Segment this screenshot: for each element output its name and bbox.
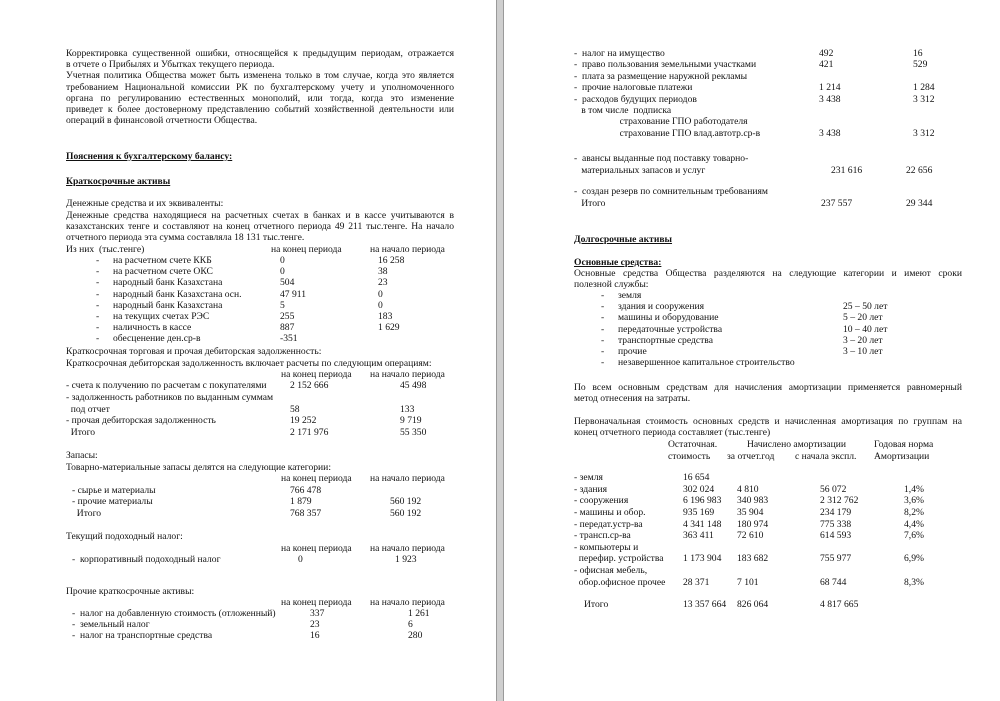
other-row-label: - земельный налог — [72, 619, 150, 631]
cost-header-rate: Амортизации — [874, 451, 930, 462]
inventory-row-start: 560 192 — [390, 496, 422, 508]
other-row-end: 1 214 — [819, 82, 841, 94]
other-row-label: - плата за размещение наружной рекламы — [574, 70, 748, 82]
advances-end: 231 616 — [831, 165, 863, 176]
fixed-row-dash: - — [601, 312, 605, 324]
tax-row-label: - корпоративный подоходный налог — [72, 554, 221, 565]
reserve-start: 29 344 — [906, 198, 933, 209]
fixed-text-line: Основные средства Общества разделяются на следующие категории и имеют сроки — [574, 268, 962, 279]
advances-start: 22 656 — [906, 165, 933, 176]
fixed-row-dash: - — [601, 357, 605, 369]
cost-total-label: Итого — [584, 599, 609, 610]
other-row-label: - право пользования земельными участками — [574, 59, 757, 71]
inventory-row-start: 560 192 — [390, 507, 422, 519]
intro-line: Корректировка существенной ошибки, относящейся к предыдущим периодам, отражается — [66, 48, 454, 59]
receivables-row-label: Итого — [66, 427, 96, 438]
cost-row-total: 68 744 — [820, 577, 847, 588]
cash-text-line: казахстанских тенге и составляют на конец отчетного периода 49 211 тыс.тенге. На начало — [66, 221, 454, 233]
cost-row-rate: 7,6% — [904, 530, 924, 541]
cash-row-label: на текущих счетах РЭС — [113, 311, 210, 322]
cash-row-start: 0 — [378, 288, 383, 300]
fixed-row-dash: - — [601, 323, 605, 335]
other-row-start: 3 312 — [913, 93, 935, 105]
other-row-end: 16 — [310, 630, 320, 642]
reserve-label: - создан резерв по сомнительным требованиям — [574, 186, 768, 197]
cash-row-end: 5 — [280, 299, 285, 311]
receivables-row-end: 19 252 — [290, 415, 317, 426]
other-row-start: 1 261 — [408, 608, 430, 619]
other-row-label: - расходов будущих периодов — [574, 93, 697, 105]
cost-text-line: конец отчетного периода составляет (тыс.тенге) — [574, 427, 771, 439]
cash-row-end: -351 — [280, 333, 298, 345]
other-row-start: 280 — [408, 630, 423, 642]
other-header-start: на начало периода — [370, 597, 445, 608]
cash-row-end: 47 911 — [280, 288, 307, 300]
cost-header-accrued-total: с начала экспл. — [795, 451, 857, 462]
cash-row-dash: - — [96, 322, 100, 334]
other-row-label: - налог на имущество — [574, 48, 665, 59]
cash-row-dash: - — [96, 288, 100, 300]
cost-row-label: - передат.устр-ва — [574, 519, 643, 530]
cost-row-residual: 6 196 983 — [683, 495, 722, 506]
receivables-row-label: - прочая дебиторская задолженность — [66, 415, 216, 426]
cost-row-label: - офисная мебель, — [574, 565, 648, 576]
other-row-end: 421 — [819, 59, 834, 71]
cost-row-period: 72 610 — [737, 530, 764, 541]
cost-header-residual: Остаточная. — [668, 439, 718, 450]
inventory-row-label: - сырье и материалы — [72, 485, 156, 496]
cost-header-rate: Годовая норма — [874, 439, 934, 450]
intro-line: приведет к более достоверному представлению событий хозяйственной деятельности или — [66, 104, 454, 115]
cost-row-total: 775 338 — [820, 519, 852, 530]
cost-row-residual: 16 654 — [683, 472, 710, 483]
cash-row-label: обесценение ден.ср-в — [113, 333, 201, 345]
other-row-start: 6 — [408, 619, 413, 631]
cash-row-dash: - — [96, 277, 100, 289]
fixed-row-term: 10 – 40 лет — [843, 323, 888, 335]
inventory-title: Запасы: — [66, 450, 98, 461]
fixed-row-term: 3 – 20 лет — [843, 334, 883, 346]
cash-row-dash: - — [96, 299, 100, 311]
other-row-start: 16 — [913, 48, 923, 59]
other-row-label: - налог на добавленную стоимость (отложенный) — [72, 608, 276, 619]
tax-title: Текущий подоходный налог: — [66, 531, 183, 542]
receivables-row-start: 55 350 — [400, 427, 427, 438]
receivables-row-label: - счета к получению по расчетам с покупателями — [66, 380, 267, 391]
cash-header-label: Из них (тыс.тенге) — [66, 244, 145, 255]
page-right — [503, 0, 1000, 701]
other-row-label: - налог на транспортные средства — [72, 630, 213, 642]
cost-row-rate: 8,3% — [904, 577, 924, 588]
cash-row-end: 504 — [280, 277, 295, 289]
cash-row-label: народный банк Казахстана — [113, 277, 223, 289]
heading-balance: Пояснения к бухгалтерскому балансу: — [66, 151, 233, 162]
cost-row-residual: 363 411 — [683, 530, 714, 541]
cost-row-period: 340 983 — [737, 495, 769, 506]
receivables-text: Краткосрочная дебиторская задолженность включает расчеты по следующим операциям: — [66, 358, 432, 369]
cash-row-start: 0 — [378, 299, 383, 311]
cash-row-start: 1 629 — [378, 322, 400, 334]
cash-row-label: на расчетном счете ОКС — [113, 266, 213, 278]
cash-row-start: 183 — [378, 311, 393, 322]
fixed-row-term: 5 – 20 лет — [843, 312, 883, 324]
other-row-label: страхование ГПО влад.автотр.ср-в — [574, 127, 761, 139]
cost-header-accrued: Начислено амортизации — [747, 439, 846, 450]
inventory-text: Товарно-материальные запасы делятся на следующие категории: — [66, 462, 331, 473]
heading-long-assets: Долгосрочные активы — [574, 234, 673, 245]
inventory-row-end: 766 478 — [290, 485, 322, 496]
receivables-header-start: на начало периода — [370, 369, 445, 380]
fixed-assets-title: Основные средства: — [574, 257, 662, 268]
cost-row-rate: 4,4% — [904, 519, 924, 530]
intro-line: требованием Национальной комиссии РК по бухгалтерскому учету и уполномоченного — [66, 81, 454, 93]
cost-row-period: 35 904 — [737, 507, 764, 518]
receivables-row-end: 2 152 666 — [290, 380, 329, 391]
receivables-row-end: 58 — [290, 404, 300, 415]
cash-row-end: 0 — [280, 266, 285, 278]
cost-row-label: - сооружения — [574, 495, 629, 506]
advances-label: - авансы выданные под поставку товарно- — [574, 153, 749, 164]
intro-line: в отчете о Прибылях и Убытках текущего периода. — [66, 59, 275, 71]
cash-row-start: 38 — [378, 266, 388, 278]
other-row-label: страхование ГПО работодателя — [574, 116, 748, 128]
cost-row-label: - земля — [574, 472, 603, 483]
other-row-end: 3 438 — [819, 93, 841, 105]
other-row-start: 1 284 — [913, 82, 935, 94]
tax-row-end: 0 — [298, 554, 303, 565]
inventory-header-end: на конец периода — [281, 473, 352, 484]
intro-line: операций в финансовой отчетности Общества. — [66, 115, 258, 127]
cash-header-end: на конец периода — [271, 244, 342, 255]
inventory-row-label: Итого — [72, 507, 102, 519]
receivables-row-label: под отчет — [66, 404, 110, 415]
cost-header-residual: стоимость — [668, 451, 711, 462]
cash-row-end: 887 — [280, 322, 295, 334]
other-header-end: на конец периода — [281, 597, 352, 608]
fixed-row-label: машины и оборудование — [618, 312, 719, 324]
tax-header-end: на конец периода — [281, 543, 352, 554]
other-row-label: в том числе подписка — [574, 105, 672, 116]
other-row-end: 337 — [310, 608, 325, 619]
other-row-label: - прочие налоговые платежи — [574, 82, 693, 94]
inventory-row-end: 1 879 — [290, 496, 312, 508]
other-title: Прочие краткосрочные активы: — [66, 586, 195, 597]
depreciation-text-line: метод отнесения на затраты. — [574, 393, 691, 405]
advances-label: материальных запасов и услуг — [574, 165, 706, 176]
intro-line: органа по регулированию естественных монополий, или тогда, когда это изменение — [66, 92, 454, 104]
fixed-row-dash: - — [601, 346, 605, 357]
receivables-row-label: - задолженность работников по выданным суммам — [66, 392, 274, 403]
cash-row-label: на расчетном счете ККБ — [113, 255, 212, 266]
fixed-row-label: земля — [618, 290, 642, 301]
cash-row-label: народный банк Казахстана осн. — [113, 288, 242, 300]
fixed-row-label: передаточные устройства — [618, 323, 723, 335]
inventory-row-end: 768 357 — [290, 507, 322, 519]
cost-row-total: 2 312 762 — [820, 495, 859, 506]
cash-row-start: 16 258 — [378, 255, 405, 266]
fixed-row-dash: - — [601, 334, 605, 346]
tax-row-start: 1 923 — [395, 554, 417, 565]
cost-row-label: перефир. устройства — [574, 553, 664, 564]
depreciation-text-line: По всем основным средствам для начисления амортизации применяется равномерный — [574, 382, 962, 393]
cost-row-period: 4 810 — [737, 484, 759, 495]
cost-total-residual: 13 357 664 — [683, 599, 727, 610]
cost-row-rate: 1,4% — [904, 484, 924, 495]
receivables-title: Краткосрочная торговая и прочая дебиторская задолженность: — [66, 346, 322, 357]
cash-row-start: 23 — [378, 277, 388, 289]
cost-row-total: 56 072 — [820, 484, 847, 495]
receivables-row-start: 133 — [400, 404, 415, 415]
other-row-end: 492 — [819, 48, 834, 59]
receivables-row-start: 9 719 — [400, 415, 422, 426]
inventory-header-start: на начало периода — [370, 473, 445, 484]
cost-row-residual: 4 341 148 — [683, 519, 722, 530]
cash-row-label: народный банк Казахстана — [113, 299, 223, 311]
fixed-row-label: незавершенное капитальное строительство — [618, 357, 795, 369]
cost-row-total: 614 593 — [820, 530, 852, 541]
receivables-header-end: на конец периода — [281, 369, 352, 380]
fixed-row-label: транспортные средства — [618, 334, 713, 346]
cash-text-line: Денежные средства находящиеся на расчетных счетах в банках и в кассе учитываются в — [66, 210, 454, 221]
tax-header-start: на начало периода — [370, 543, 445, 554]
heading-short-assets: Краткосрочные активы — [66, 176, 171, 187]
fixed-row-label: прочие — [618, 346, 647, 357]
cost-row-label: обор.офисное прочее — [574, 577, 666, 588]
cash-row-end: 0 — [280, 255, 285, 266]
cost-row-rate: 3,6% — [904, 495, 924, 506]
cash-header-start: на начало периода — [370, 244, 445, 255]
receivables-row-start: 45 498 — [400, 380, 427, 391]
fixed-text-line: полезной службы: — [574, 279, 649, 291]
cost-row-period: 183 682 — [737, 553, 769, 564]
cost-row-total: 755 977 — [820, 553, 852, 564]
cost-row-period: 180 974 — [737, 519, 769, 530]
cost-row-residual: 302 024 — [683, 484, 715, 495]
page-left — [0, 0, 497, 701]
receivables-row-end: 2 171 976 — [290, 427, 329, 438]
cash-text-line: отчетного периода эта сумма составляла 18 131 тыс.тенге. — [66, 232, 305, 244]
cost-row-label: - компьютеры и — [574, 542, 639, 553]
inventory-row-label: - прочие материалы — [72, 496, 153, 508]
cash-row-dash: - — [96, 311, 100, 322]
cost-row-residual: 935 169 — [683, 507, 715, 518]
cost-total-period: 826 064 — [737, 599, 769, 610]
intro-line: Учетная политика Общества может быть изменена только в том случае, когда это является — [66, 70, 454, 82]
reserve-label: Итого — [574, 198, 606, 209]
cash-row-end: 255 — [280, 311, 295, 322]
fixed-row-term: 25 – 50 лет — [843, 301, 888, 313]
other-row-end: 23 — [310, 619, 320, 631]
fixed-row-term: 3 – 10 лет — [843, 346, 883, 357]
cost-row-label: - трансп.ср-ва — [574, 530, 631, 541]
cost-row-rate: 6,9% — [904, 553, 924, 564]
other-row-start: 3 312 — [913, 127, 935, 139]
cost-header-accrued-period: за отчет.год — [727, 451, 775, 462]
reserve-end: 237 557 — [821, 198, 853, 209]
cost-row-label: - машины и обор. — [574, 507, 646, 518]
fixed-row-dash: - — [601, 290, 605, 301]
cash-title: Денежные средства и их эквиваленты: — [66, 198, 224, 209]
cost-total-total: 4 817 665 — [820, 599, 859, 610]
cost-row-residual: 1 173 904 — [683, 553, 722, 564]
other-row-end: 3 438 — [819, 127, 841, 139]
cash-row-dash: - — [96, 255, 100, 266]
fixed-row-label: здания и сооружения — [618, 301, 705, 313]
cost-text-line: Первоначальная стоимость основных средств и начисленная амортизация по группам на — [574, 416, 962, 427]
cost-row-rate: 8,2% — [904, 507, 924, 518]
fixed-row-dash: - — [601, 301, 605, 313]
other-row-start: 529 — [913, 59, 928, 71]
cash-row-dash: - — [96, 266, 100, 278]
cash-row-dash: - — [96, 333, 100, 345]
cost-row-label: - здания — [574, 484, 608, 495]
cost-row-period: 7 101 — [737, 577, 759, 588]
cash-row-label: наличность в кассе — [113, 322, 192, 334]
cost-row-residual: 28 371 — [683, 577, 710, 588]
cost-row-total: 234 179 — [820, 507, 852, 518]
